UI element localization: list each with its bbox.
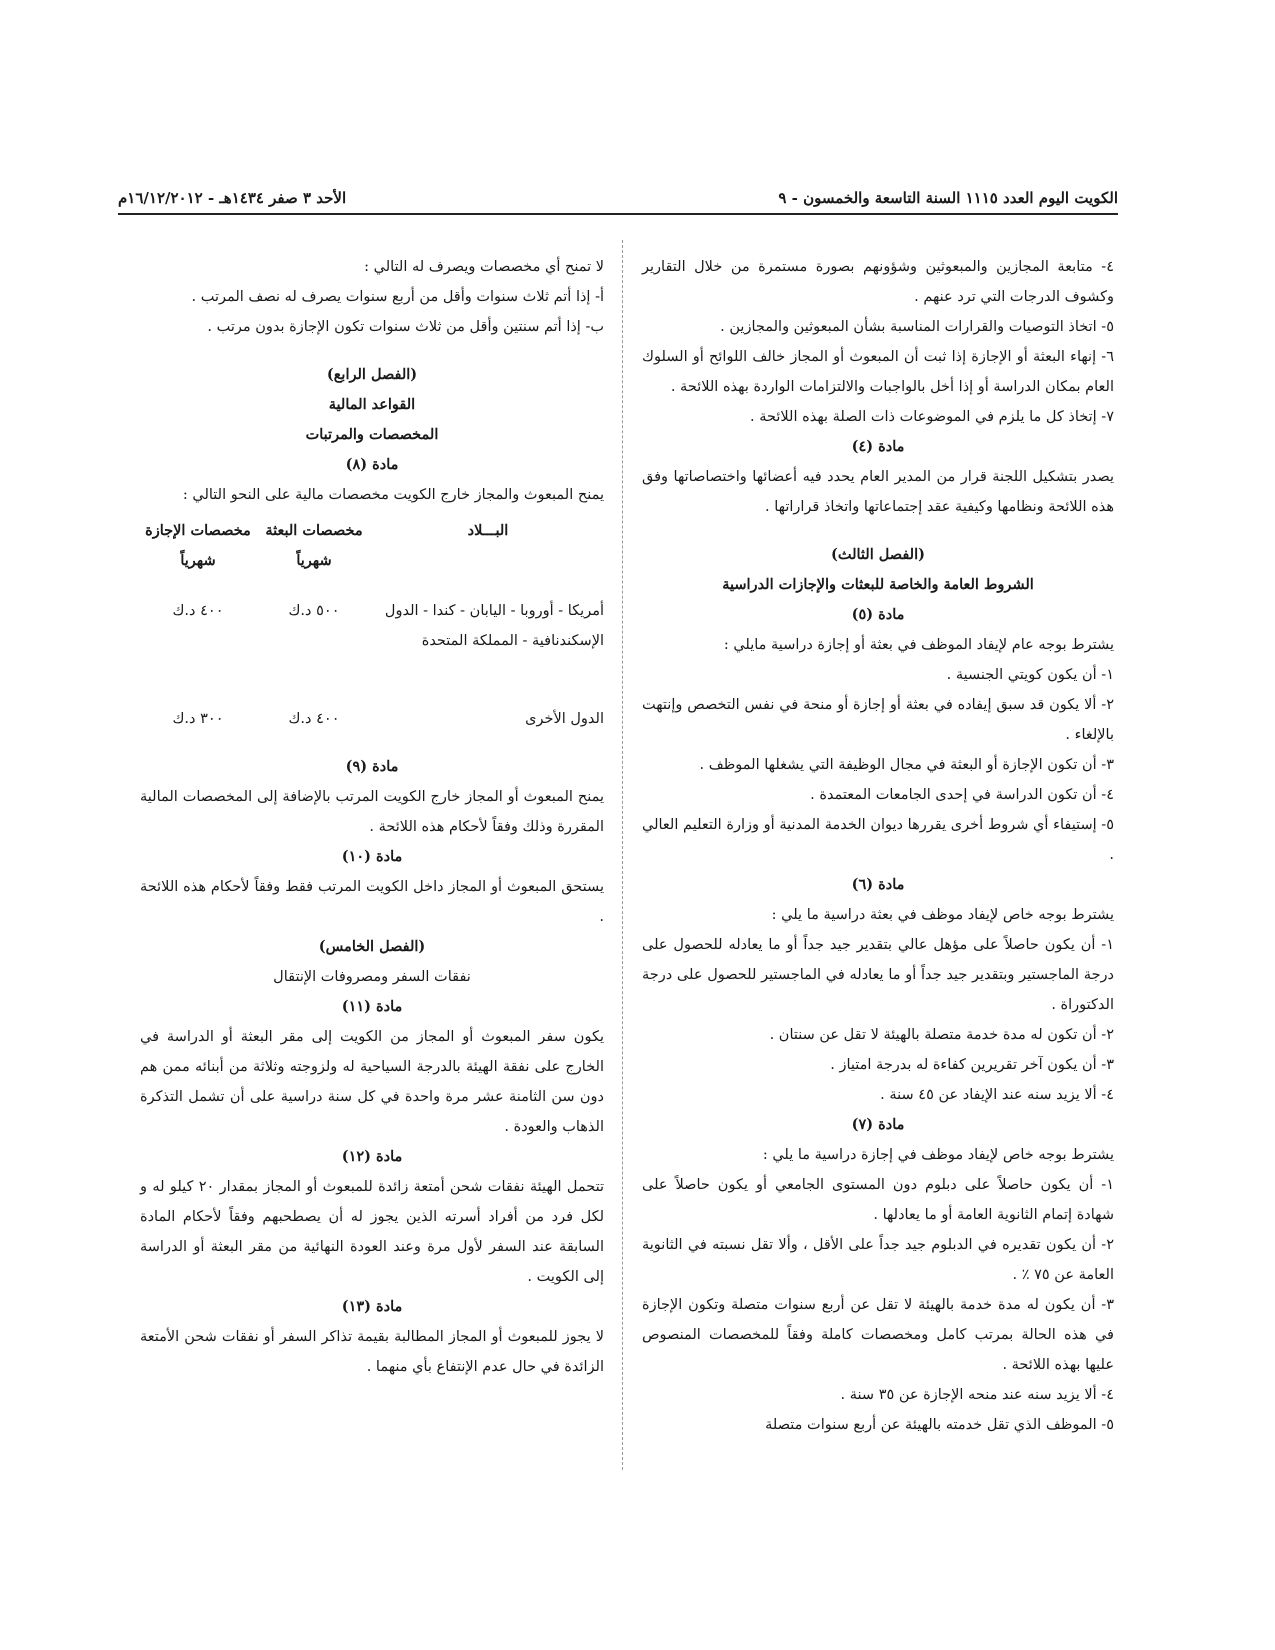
article-8-text: يمنح المبعوث والمجاز خارج الكويت مخصصات مالية على النحو التالي : — [182, 487, 604, 503]
article-13-title: مادة (١٣) — [341, 1298, 403, 1315]
article-6-intro: يشترط بوجه خاص لإيفاد موظف في بعثة دراسية ما يلي : — [771, 907, 1114, 923]
item-5: ٥- اتخاذ التوصيات والقرارات المناسبة بشأن المبعوثين والمجازين . — [720, 319, 1114, 335]
left-column — [140, 252, 604, 1382]
article-5-title: مادة (٥) — [851, 606, 905, 623]
cell-leave: ٣٠٠ د.ك — [172, 711, 224, 727]
article-7-title: مادة (٧) — [851, 1116, 905, 1133]
header-issue-info: الكويت اليوم العدد ١١١٥ السنة التاسعة والخمسون - ٩ — [778, 189, 1118, 207]
article-7-item: ٥- الموظف الذي تقل خدمته بالهيئة عن أربع سنوات متصلة — [765, 1417, 1114, 1433]
continuation-item-a: أ- إذا أتم ثلاث سنوات وأقل من أربع سنوات يصرف له نصف المرتب . — [191, 289, 604, 305]
table-header-row — [140, 516, 604, 576]
article-5-item: ٥- إستيفاء أي شروط أخرى يقررها ديوان الخدمة المدنية أو وزارة التعليم العالي . — [642, 817, 1114, 863]
article-10-title: مادة (١٠) — [341, 848, 403, 865]
cell-mission: ٤٠٠ د.ك — [288, 711, 340, 727]
article-7-item: ٣- أن يكون له مدة خدمة بالهيئة لا تقل عن أربع سنوات متصلة وتكون الإجازة في هذه الحالة بمرتب كامل ومخصصات كاملة وفقاً للمخصصات المنصوص عليها بهذه اللائحة . — [642, 1297, 1114, 1373]
article-12-text: تتحمل الهيئة نفقات شحن أمتعة زائدة للمبعوث أو المجاز بمقدار ٢٠ كيلو له و لكل فرد من أفراد أسرته الذين يجوز له أن يصطحبهم وفقاً لأحكام المادة السابقة عند السفر لأول مرة وعند العودة النهائية من مقر البعثة أو الدراسة إلى الكويت . — [140, 1179, 604, 1285]
article-5-item: ٣- أن تكون الإجازة أو البعثة في مجال الوظيفة التي يشغلها الموظف . — [699, 757, 1114, 773]
article-7-intro: يشترط بوجه خاص لإيفاد موظف في إجازة دراسية ما يلي : — [762, 1147, 1114, 1163]
article-8-title: مادة (٨) — [345, 456, 399, 473]
article-7-item: ٤- ألا يزيد سنه عند منحه الإجازة عن ٣٥ سنة . — [840, 1387, 1114, 1403]
header-country: البـــلاد — [467, 522, 509, 539]
article-12-title: مادة (١٢) — [341, 1148, 403, 1165]
header-mission-allowance: مخصصات البعثة شهرياً — [265, 522, 363, 569]
cell-mission: ٥٠٠ د.ك — [288, 603, 340, 619]
article-4-title: مادة (٤) — [851, 438, 905, 455]
article-11-title: مادة (١١) — [341, 998, 403, 1015]
column-divider — [622, 240, 623, 1470]
page-header — [118, 185, 1118, 215]
cell-country: أمريكا - أوروبا - اليابان - كندا - الدول الإسكندنافية - المملكة المتحدة — [384, 603, 604, 649]
chapter-5-title: (الفصل الخامس) — [318, 938, 426, 955]
article-7-item: ٢- أن يكون تقديره في الدبلوم جيد جداً على الأقل ، وألا تقل نسبته في الثانوية العامة عن ٧٥ ٪ . — [642, 1237, 1114, 1283]
table-row — [140, 596, 604, 656]
header-leave-allowance: مخصصات الإجازة شهرياً — [145, 522, 251, 569]
continuation-line: لا تمنح أي مخصصات ويصرف له التالي : — [364, 259, 604, 275]
allowances-table — [140, 516, 604, 734]
chapter-3-title: (الفصل الثالث) — [830, 546, 925, 563]
article-13-text: لا يجوز للمبعوث أو المجاز المطالبة بقيمة تذاكر السفر أو نفقات شحن الأمتعة الزائدة في حال عدم الإنتفاع بأي منهما . — [140, 1329, 604, 1375]
chapter-4-subtitle-2: المخصصات والمرتبات — [305, 426, 439, 443]
article-6-title: مادة (٦) — [851, 876, 905, 893]
chapter-4-title: (الفصل الرابع) — [326, 366, 418, 383]
article-5-item: ٤- أن تكون الدراسة في إحدى الجامعات المعتمدة . — [810, 787, 1114, 803]
chapter-4-subtitle-1: القواعد المالية — [328, 396, 416, 413]
article-6-item: ٢- أن تكون له مدة خدمة متصلة بالهيئة لا تقل عن سنتان . — [769, 1027, 1114, 1043]
article-11-text: يكون سفر المبعوث أو المجاز من الكويت إلى مقر البعثة أو الدراسة في الخارج على نفقة الهيئة بالدرجة السياحية له ولزوجته وثلاثة من أبنائه ممن هم دون سن الثامنة عشر مرة واحدة في كل سنة دراسية على أن تشمل التذكرة الذهاب والعودة . — [140, 1029, 604, 1135]
article-5-item: ١- أن يكون كويتي الجنسية . — [946, 667, 1114, 683]
article-4-text: يصدر بتشكيل اللجنة قرار من المدير العام يحدد فيه أعضائها واختصاصاتها وفق هذه اللائحة ونظامها وكيفية عقد إجتماعاتها واتخاذ قراراتها . — [642, 469, 1114, 515]
continuation-item-b: ب- إذا أتم سنتين وأقل من ثلاث سنوات تكون الإجازة بدون مرتب . — [207, 319, 604, 335]
article-9-text: يمنح المبعوث أو المجاز خارج الكويت المرتب بالإضافة إلى المخصصات المالية المقررة وذلك وفقاً لأحكام هذه اللائحة . — [140, 789, 604, 835]
right-column — [642, 252, 1114, 1440]
item-7: ٧- إتخاذ كل ما يلزم في الموضوعات ذات الصلة بهذه اللائحة . — [750, 409, 1114, 425]
cell-leave: ٤٠٠ د.ك — [172, 603, 224, 619]
header-date: الأحد ٣ صفر ١٤٣٤هـ - ١٦/١٢/٢٠١٢م — [118, 189, 347, 207]
header-rule — [118, 213, 1118, 215]
article-5-intro: يشترط بوجه عام لإيفاد الموظف في بعثة أو إجازة دراسية مايلي : — [723, 637, 1114, 653]
item-6: ٦- إنهاء البعثة أو الإجازة إذا ثبت أن المبعوث أو المجاز خالف اللوائح أو السلوك العام بمكان الدراسة أو إذا أخل بالواجبات والالتزامات الواردة بهذه اللائحة . — [642, 349, 1114, 395]
cell-country: الدول الأخرى — [525, 711, 604, 727]
article-6-item: ١- أن يكون حاصلاً على مؤهل عالي بتقدير جيد جداً أو ما يعادله للحصول على درجة الماجستير وبتقدير جيد جداً أو ما يعادله في الماجستير للحصول على درجة الدكتوراة . — [642, 937, 1114, 1013]
chapter-3-subtitle: الشروط العامة والخاصة للبعثات والإجازات الدراسية — [722, 576, 1034, 593]
article-7-item: ١- أن يكون حاصلاً على دبلوم دون المستوى الجامعي أو يكون حاصلاً على شهادة إتمام الثانوية العامة أو ما يعادلها . — [642, 1177, 1114, 1223]
item-4: ٤- متابعة المجازين والمبعوثين وشؤونهم بصورة مستمرة من خلال التقارير وكشوف الدرجات التي ترد عنهم . — [642, 259, 1114, 305]
article-5-item: ٢- ألا يكون قد سبق إيفاده في بعثة أو إجازة أو منحة في نفس التخصص وإنتهت بالإلغاء . — [642, 697, 1114, 743]
table-row — [140, 704, 604, 734]
article-10-text: يستحق المبعوث أو المجاز داخل الكويت المرتب فقط وفقاً لأحكام هذه اللائحة . — [140, 879, 604, 925]
article-6-item: ٣- أن يكون آخر تقريرين كفاءة له بدرجة امتياز . — [830, 1057, 1114, 1073]
article-6-item: ٤- ألا يزيد سنه عند الإيفاد عن ٤٥ سنة . — [880, 1087, 1114, 1103]
chapter-5-subtitle: نفقات السفر ومصروفات الإنتقال — [273, 969, 471, 985]
article-9-title: مادة (٩) — [345, 758, 399, 775]
